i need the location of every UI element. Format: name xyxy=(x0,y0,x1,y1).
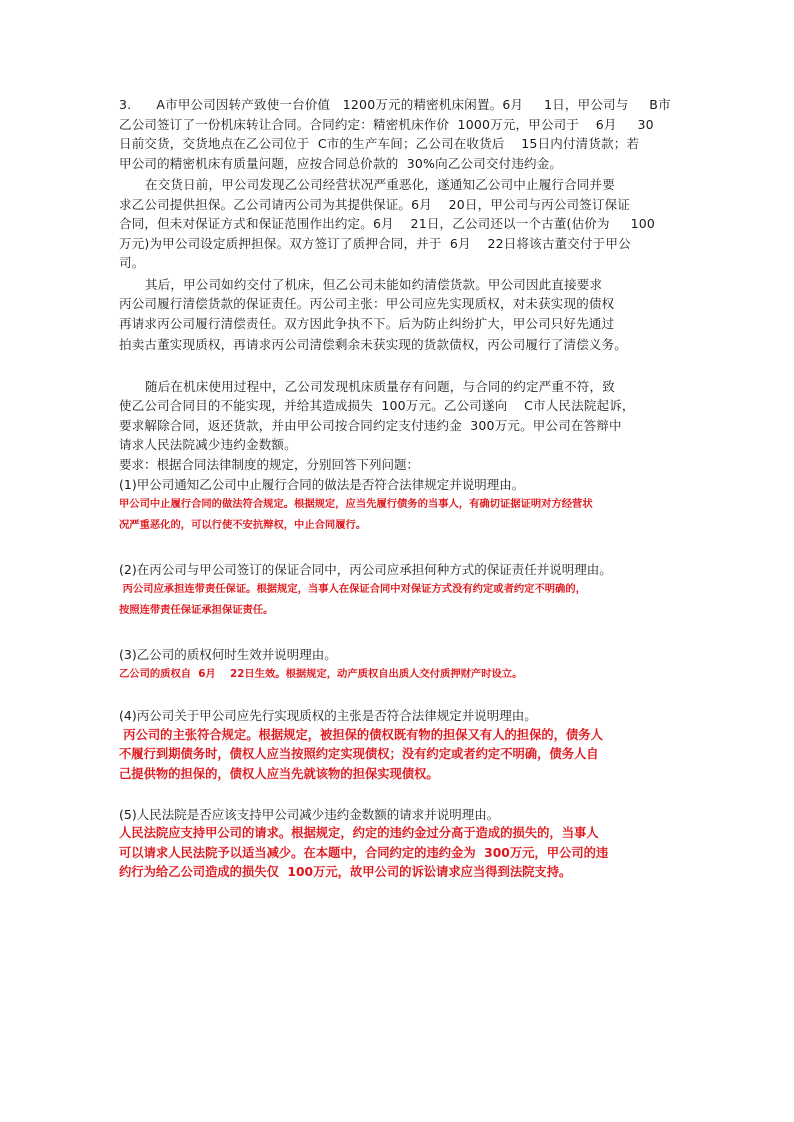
answer-line: 己提供物的担保的，债权人应当先就该物的担保实现债权。 xyxy=(119,766,439,781)
text-line: 在交货日前，甲公司发现乙公司经营状况严重恶化，遂通知乙公司中止履行合同并要 xyxy=(145,177,615,192)
requirement-text: 要求：根据合同法律制度的规定，分别回答下列问题： xyxy=(119,456,420,472)
answer-line: 丙公司应承担连带责任保证。根据规定，当事人在保证合同中对保证方式没有约定或者约定不明确的， xyxy=(119,582,586,595)
question-2: (2)在丙公司与甲公司签订的保证合同中，丙公司应承担何种方式的保证责任并说明理由。 xyxy=(119,561,612,577)
question-4: (4)丙公司关于甲公司应先行实现质权的主张是否符合法律规定并说明理由。 xyxy=(119,707,537,723)
text-line: 随后在机床使用过程中，乙公司发现机床质量存有问题，与合同的约定严重不符，致 xyxy=(145,378,615,394)
text-line: 甲公司的精密机床有质量问题，应按合同总价款的 30%向乙公司交付违约金。 xyxy=(119,155,563,171)
answer-line: 甲公司中止履行合同的做法符合规定。根据规定，应当先履行债务的当事人，有确切证据证明对方经营状 xyxy=(119,497,593,510)
answer-line: 丙公司的主张符合规定。根据规定，被担保的债权既有物的担保又有人的担保的，债务人 xyxy=(119,727,603,742)
answer-line: 乙公司的质权自 6月 22日生效。根据规定，动产质权自出质人交付质押财产时设立。 xyxy=(119,667,523,680)
answer-1 xyxy=(119,494,679,536)
question-5: (5)人民法院是否应该支持甲公司减少违约金数额的请求并说明理由。 xyxy=(119,807,500,822)
answer-line: 况严重恶化的，可以行使不安抗辩权，中止合同履行。 xyxy=(119,518,367,531)
text-line: 要求解除合同，返还货款，并由甲公司按合同约定支付违约金 300万元。甲公司在答辩中 xyxy=(119,417,622,433)
paragraph-4 xyxy=(119,377,679,455)
text-line: 司。 xyxy=(119,255,145,270)
document-page xyxy=(119,95,679,883)
answer-line: 不履行到期债务时，债权人应当按照约定实现债权；没有约定或者约定不明确，债务人自 xyxy=(119,747,599,761)
text-line: 再请求丙公司履行清偿责任。双方因此争执不下。后为防止纠纷扩大，甲公司只好先通过 xyxy=(119,315,615,331)
text-line: 请求人民法院减少违约金数额。 xyxy=(119,437,297,452)
answer-line: 按照连带责任保证承担保证责任。 xyxy=(119,603,274,616)
answer-line: 可以请求人民法院予以适当减少。在本题中，合同约定的违约金为 300万元，甲公司的违 xyxy=(119,845,609,860)
paragraph-1 xyxy=(119,95,679,173)
question-3: (3)乙公司的质权何时生效并说明理由。 xyxy=(119,646,337,662)
answer-5 xyxy=(119,824,679,883)
answer-4 xyxy=(119,726,679,785)
text-line: 使乙公司合同目的不能实现，并给其造成损失 100万元。乙公司遂向 C市人民法院起诉， xyxy=(119,398,635,413)
text-line: 乙公司签订了一份机床转让合同。合同约定：精密机床作价 1000万元，甲公司于 6月 30 xyxy=(119,116,654,132)
answer-line: 人民法院应支持甲公司的请求。根据规定，约定的违约金过分高于造成的损失的，当事人 xyxy=(119,826,599,840)
answer-line: 约行为给乙公司造成的损失仅 100万元，故甲公司的诉讼请求应当得到法院支持。 xyxy=(119,865,572,879)
answer-2 xyxy=(119,579,679,621)
text-line: 其后，甲公司如约交付了机床，但乙公司未能如约清偿货款。甲公司因此直接要求 xyxy=(145,276,603,292)
paragraph-2 xyxy=(119,175,679,273)
paragraph-3 xyxy=(119,275,679,355)
text-line: 丙公司履行清偿货款的保证责任。丙公司主张：甲公司应先实现质权，对未获实现的债权 xyxy=(119,296,615,311)
text-line: 3. A市甲公司因转产致使一台价值 1200万元的精密机床闲置。6月 1日，甲公司与 B市 xyxy=(119,97,671,112)
text-line: 求乙公司提供担保。乙公司请丙公司为其提供保证。6月 20日，甲公司与丙公司签订保证 xyxy=(119,196,631,212)
text-line: 拍卖古董实现质权，再请求丙公司清偿剩余未获实现的货款债权，丙公司履行了清偿义务。 xyxy=(119,337,628,352)
question-1: (1)甲公司通知乙公司中止履行合同的做法是否符合法律规定并说明理由。 xyxy=(119,476,525,492)
answer-3 xyxy=(119,664,679,685)
text-line: 日前交货，交货地点在乙公司位于 C市的生产车间；乙公司在收货后 15日内付清货款；若 xyxy=(119,136,640,151)
text-line: 万元)为甲公司设定质押担保。双方签订了质押合同，并于 6月 22日将该古董交付于甲公 xyxy=(119,235,631,251)
text-line: 合同，但未对保证方式和保证范围作出约定。6月 21日，乙公司还以一个古董(估价为 100 xyxy=(119,216,656,231)
